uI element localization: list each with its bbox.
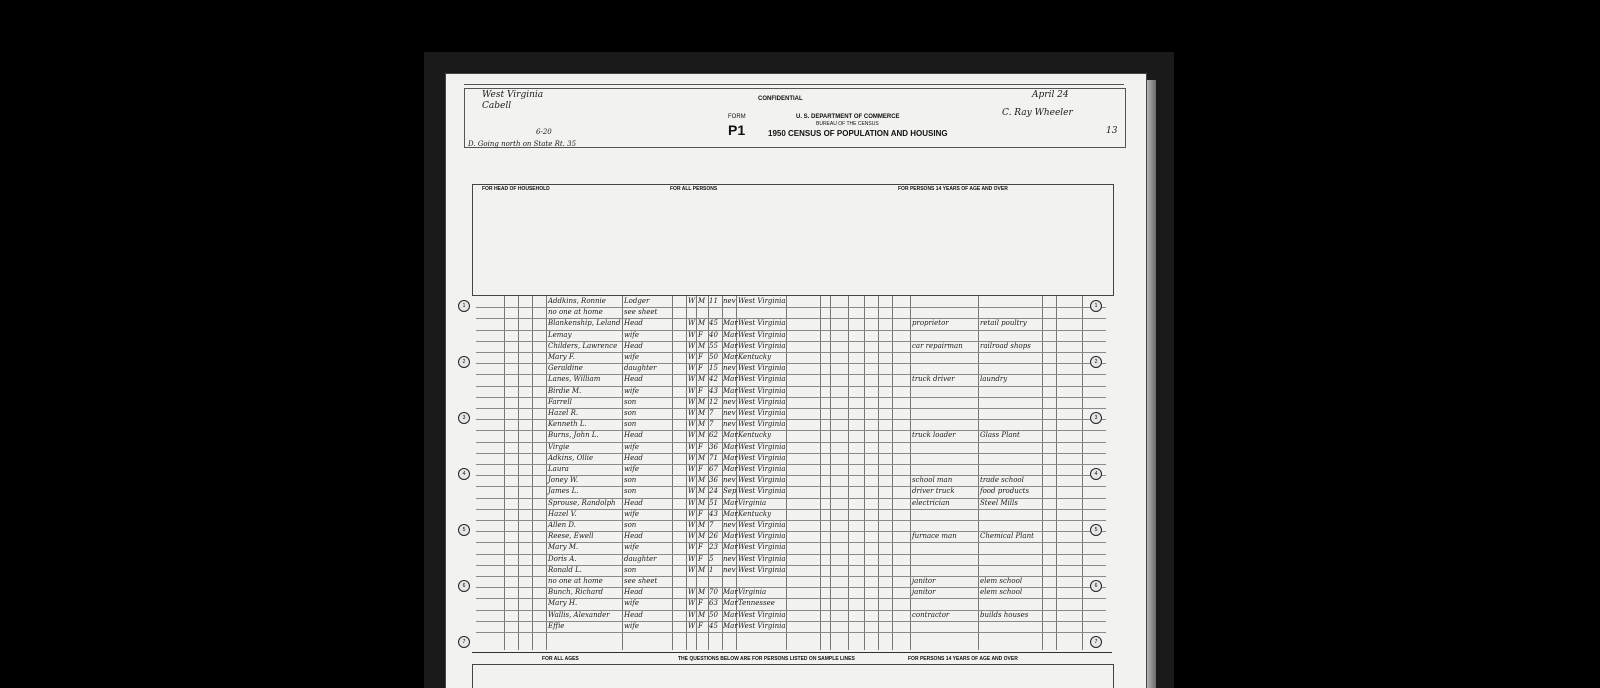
birthplace: West Virginia <box>738 487 786 496</box>
person-name: Hazel V. <box>548 509 577 518</box>
relationship: Head <box>624 431 643 440</box>
line-number-marker: 6 <box>458 580 470 592</box>
person-name: Mary H. <box>548 599 578 608</box>
birthplace: West Virginia <box>738 521 786 529</box>
person-name: Blankenship, Leland <box>548 319 621 328</box>
bottom-sample-note: THE QUESTIONS BELOW ARE FOR PERSONS LISTED ON SAMPLE LINES <box>678 656 855 662</box>
age: 23 <box>709 543 718 552</box>
race: W <box>688 554 696 563</box>
line-number-marker: 3 <box>1090 412 1102 424</box>
line-number-marker: 4 <box>1090 468 1102 480</box>
relationship: son <box>624 420 637 429</box>
row-divider <box>476 442 1106 443</box>
race: W <box>688 621 696 630</box>
person-name: Wallis, Alexander <box>548 610 610 619</box>
race: W <box>688 431 696 440</box>
column-divider <box>518 296 519 650</box>
race: W <box>688 532 696 541</box>
census-title: 1950 CENSUS OF POPULATION AND HOUSING <box>768 129 948 138</box>
age: 45 <box>709 319 718 328</box>
relationship: see sheet <box>624 308 658 317</box>
race: W <box>688 397 696 406</box>
sex: F <box>698 386 703 395</box>
column-divider <box>504 296 505 650</box>
relationship: son <box>624 476 637 485</box>
sheet-edge <box>1146 80 1156 688</box>
age14-section-label: FOR PERSONS 14 YEARS OF AGE AND OVER <box>898 186 1008 192</box>
sex: M <box>698 297 706 305</box>
race: W <box>688 409 696 417</box>
relationship: wife <box>624 442 639 451</box>
sex: M <box>698 409 706 417</box>
marital-status: Mar <box>723 386 738 395</box>
relationship: wife <box>624 621 639 630</box>
marital-status: Mar <box>723 588 738 597</box>
age: 63 <box>709 599 718 608</box>
person-name: James L. <box>548 487 579 496</box>
person-name: Burns, John L. <box>548 431 599 440</box>
marital-status: Mar <box>723 465 738 473</box>
occupation: driver truck <box>912 487 955 496</box>
line-number-marker: 1 <box>1090 300 1102 312</box>
sex: M <box>698 420 706 429</box>
relationship: wife <box>624 353 639 361</box>
occupation: electrician <box>912 498 950 507</box>
age: 1 <box>709 565 714 574</box>
industry: Chemical Plant <box>980 532 1034 541</box>
marital-status: Mar <box>723 375 738 384</box>
household-section-label: FOR HEAD OF HOUSEHOLD <box>482 186 550 192</box>
age: 51 <box>709 498 718 507</box>
age: 36 <box>709 476 718 485</box>
race: W <box>688 498 696 507</box>
race: W <box>688 375 696 384</box>
birthplace: West Virginia <box>738 465 786 473</box>
race: W <box>688 476 696 485</box>
race: W <box>688 442 696 451</box>
sex: F <box>698 353 703 361</box>
industry: elem school <box>980 588 1023 597</box>
birthplace: West Virginia <box>738 543 786 552</box>
sex: F <box>698 543 703 552</box>
column-divider <box>864 296 865 650</box>
person-name: Birdie M. <box>548 386 582 395</box>
sex: M <box>698 319 706 328</box>
race: W <box>688 420 696 429</box>
sex: F <box>698 554 703 563</box>
industry: builds houses <box>980 610 1029 619</box>
bottom-rule <box>472 652 1112 653</box>
sex: F <box>698 465 703 473</box>
relationship: Head <box>624 610 643 619</box>
marital-status: Mar <box>723 498 738 507</box>
date-value: April 24 <box>1032 90 1069 100</box>
person-name: Sprouse, Randolph <box>548 498 616 507</box>
line-number-marker: 2 <box>1090 356 1102 368</box>
birthplace: West Virginia <box>738 319 786 328</box>
race: W <box>688 297 696 305</box>
line-number-marker: 7 <box>1090 636 1102 648</box>
enumerator-value: C. Ray Wheeler <box>1002 108 1073 118</box>
birthplace: West Virginia <box>738 565 786 574</box>
industry: railroad shops <box>980 341 1031 350</box>
marital-status: Mar <box>723 509 738 518</box>
industry: food products <box>980 487 1030 496</box>
industry: trade school <box>980 476 1024 485</box>
form-code: P1 <box>728 122 746 138</box>
line-number-marker: 1 <box>458 300 470 312</box>
bottom-box <box>472 664 1114 688</box>
age: 7 <box>709 420 714 429</box>
column-divider <box>786 296 787 650</box>
industry: Steel Mills <box>980 498 1018 507</box>
ed-value: 6-20 <box>536 128 552 136</box>
person-name: Ronald L. <box>548 565 582 574</box>
birthplace: West Virginia <box>738 453 786 462</box>
marital-status: nev <box>723 409 736 417</box>
column-divider <box>686 296 687 650</box>
line-number-marker: 4 <box>458 468 470 480</box>
marital-status: Mar <box>723 610 738 619</box>
age: 42 <box>709 375 718 384</box>
column-divider <box>672 296 673 650</box>
county-value: Cabell <box>482 101 512 111</box>
row-divider <box>476 632 1106 633</box>
bottom-age14-label: FOR PERSONS 14 YEARS OF AGE AND OVER <box>908 656 1018 662</box>
sex: M <box>698 565 706 574</box>
all-persons-section-label: FOR ALL PERSONS <box>670 186 718 192</box>
confidential-label: CONFIDENTIAL <box>758 96 803 102</box>
bureau: BUREAU OF THE CENSUS <box>816 121 879 127</box>
column-divider <box>892 296 893 650</box>
age: 45 <box>709 621 718 630</box>
sex: F <box>698 621 703 630</box>
birthplace: West Virginia <box>738 409 786 417</box>
marital-status: nev <box>723 297 736 305</box>
sex: M <box>698 375 706 384</box>
top-rule <box>464 84 1124 85</box>
birthplace: Tennessee <box>738 599 775 608</box>
sex: M <box>698 431 706 440</box>
person-name: Virgie <box>548 442 570 451</box>
column-divider <box>1082 296 1083 650</box>
race: W <box>688 386 696 395</box>
person-name: Addkins, Ronnie <box>548 297 606 305</box>
age: 7 <box>709 521 714 529</box>
birthplace: West Virginia <box>738 610 786 619</box>
sex: M <box>698 610 706 619</box>
race: W <box>688 610 696 619</box>
age: 7 <box>709 409 714 417</box>
age: 26 <box>709 532 718 541</box>
age: 55 <box>709 341 718 350</box>
sex: M <box>698 532 706 541</box>
marital-status: Mar <box>723 453 738 462</box>
person-name: no one at home <box>548 308 603 317</box>
census-sheet <box>446 74 1146 688</box>
marital-status: Sep <box>723 487 737 496</box>
age: 36 <box>709 442 718 451</box>
person-name: Geraldine <box>548 364 583 373</box>
birthplace: West Virginia <box>738 364 786 373</box>
marital-status: nev <box>723 521 736 529</box>
relationship: Head <box>624 498 643 507</box>
sheet-number: 13 <box>1106 126 1118 136</box>
column-divider <box>910 296 911 650</box>
birthplace: West Virginia <box>738 420 786 429</box>
marital-status: Mar <box>723 543 738 552</box>
relationship: wife <box>624 330 639 339</box>
race: W <box>688 319 696 328</box>
column-divider <box>532 296 533 650</box>
column-divider <box>1042 296 1043 650</box>
relationship: Head <box>624 453 643 462</box>
person-name: Mary F. <box>548 353 575 361</box>
race: W <box>688 521 696 529</box>
occupation: school man <box>912 476 953 485</box>
race: W <box>688 364 696 373</box>
race: W <box>688 453 696 462</box>
birthplace: West Virginia <box>738 621 786 630</box>
race: W <box>688 353 696 361</box>
marital-status: Mar <box>723 442 738 451</box>
relationship: son <box>624 487 637 496</box>
sex: M <box>698 588 706 597</box>
race: W <box>688 599 696 608</box>
birthplace: West Virginia <box>738 554 786 563</box>
person-name: Doris A. <box>548 554 577 563</box>
column-divider <box>696 296 697 650</box>
race: W <box>688 543 696 552</box>
relationship: wife <box>624 509 639 518</box>
state-value: West Virginia <box>482 90 544 100</box>
person-name: Kenneth L. <box>548 420 587 429</box>
marital-status: nev <box>723 554 736 563</box>
person-name: Reese, Ewell <box>548 532 594 541</box>
line-number-marker: 5 <box>458 524 470 536</box>
age: 43 <box>709 509 718 518</box>
occupation: proprietor <box>912 319 949 328</box>
marital-status: nev <box>723 364 736 373</box>
birthplace: West Virginia <box>738 341 786 350</box>
column-divider <box>622 296 623 650</box>
marital-status: Mar <box>723 319 738 328</box>
relationship: Head <box>624 341 643 350</box>
race: W <box>688 588 696 597</box>
relationship: son <box>624 397 637 406</box>
relationship: son <box>624 565 637 574</box>
race: W <box>688 565 696 574</box>
birthplace: West Virginia <box>738 532 786 541</box>
occupation: truck loader <box>912 431 956 440</box>
birthplace: Virginia <box>738 498 767 507</box>
race: W <box>688 509 696 518</box>
marital-status: nev <box>723 397 736 406</box>
occupation: truck driver <box>912 375 955 384</box>
marital-status: Mar <box>723 341 738 350</box>
race: W <box>688 465 696 473</box>
age: 50 <box>709 610 718 619</box>
industry: Glass Plant <box>980 431 1020 440</box>
sex: M <box>698 453 706 462</box>
column-divider <box>978 296 979 650</box>
person-name: Hazel R. <box>548 409 579 417</box>
age: 62 <box>709 431 718 440</box>
birthplace: West Virginia <box>738 442 786 451</box>
sex: M <box>698 341 706 350</box>
age: 24 <box>709 487 718 496</box>
industry: laundry <box>980 375 1008 384</box>
form-label: FORM <box>728 114 746 120</box>
relationship: Head <box>624 375 643 384</box>
marital-status: Mar <box>723 431 738 440</box>
line-number-marker: 5 <box>1090 524 1102 536</box>
column-divider <box>820 296 821 650</box>
occupation: car repairman <box>912 341 963 350</box>
age: 67 <box>709 465 718 473</box>
person-name: Lanes, William <box>548 375 601 384</box>
relationship: Head <box>624 532 643 541</box>
birthplace: Kentucky <box>738 509 772 518</box>
person-name: Farrell <box>548 397 572 406</box>
age: 15 <box>709 364 718 373</box>
line-number-marker: 2 <box>458 356 470 368</box>
age: 12 <box>709 397 718 406</box>
marital-status: Mar <box>723 353 738 361</box>
sex: F <box>698 509 703 518</box>
person-name: Childers, Lawrence <box>548 341 618 350</box>
relationship: wife <box>624 599 639 608</box>
race: W <box>688 487 696 496</box>
industry: elem school <box>980 577 1023 585</box>
column-divider <box>878 296 879 650</box>
sex: M <box>698 498 706 507</box>
birthplace: West Virginia <box>738 330 786 339</box>
birthplace: West Virginia <box>738 297 786 305</box>
industry: retail poultry <box>980 319 1027 328</box>
relationship: Head <box>624 588 643 597</box>
sex: F <box>698 442 703 451</box>
occupation: janitor <box>912 577 936 585</box>
person-name: Joney W. <box>548 476 579 485</box>
column-divider <box>1056 296 1057 650</box>
person-name: Mary M. <box>548 543 579 552</box>
sex: M <box>698 487 706 496</box>
occupation: contractor <box>912 610 950 619</box>
person-name: no one at home <box>548 577 603 585</box>
birthplace: West Virginia <box>738 476 786 485</box>
marital-status: Mar <box>723 330 738 339</box>
relationship: daughter <box>624 554 657 563</box>
birthplace: West Virginia <box>738 397 786 406</box>
relationship: Lodger <box>624 297 650 305</box>
age: 11 <box>709 297 718 305</box>
relationship: wife <box>624 386 639 395</box>
age: 50 <box>709 353 718 361</box>
department: U. S. DEPARTMENT OF COMMERCE <box>796 114 900 120</box>
sex: F <box>698 364 703 373</box>
relationship: son <box>624 521 637 529</box>
column-divider <box>830 296 831 650</box>
person-name: Effie <box>548 621 565 630</box>
marital-status: nev <box>723 476 736 485</box>
age: 5 <box>709 554 714 563</box>
column-header-box <box>472 184 1114 296</box>
relationship: daughter <box>624 364 657 373</box>
line-number-marker: 7 <box>458 636 470 648</box>
age: 70 <box>709 588 718 597</box>
birthplace: Kentucky <box>738 353 772 361</box>
birthplace: West Virginia <box>738 375 786 384</box>
route-note: D. Going north on State Rt. 35 <box>468 140 577 148</box>
occupation: janitor <box>912 588 936 597</box>
sex: M <box>698 521 706 529</box>
column-divider <box>546 296 547 650</box>
race: W <box>688 341 696 350</box>
marital-status: nev <box>723 420 736 429</box>
sex: M <box>698 476 706 485</box>
relationship: son <box>624 409 637 417</box>
row-divider <box>476 464 1106 465</box>
age: 43 <box>709 386 718 395</box>
occupation: furnace man <box>912 532 957 541</box>
row-divider <box>476 621 1106 622</box>
marital-status: Mar <box>723 599 738 608</box>
relationship: wife <box>624 543 639 552</box>
age: 40 <box>709 330 718 339</box>
marital-status: Mar <box>723 621 738 630</box>
person-name: Laura <box>548 465 569 473</box>
relationship: Head <box>624 319 643 328</box>
marital-status: Mar <box>723 532 738 541</box>
relationship: wife <box>624 465 639 473</box>
column-divider <box>848 296 849 650</box>
birthplace: Virginia <box>738 588 767 597</box>
person-name: Adkins, Ollie <box>548 453 594 462</box>
relationship: see sheet <box>624 577 658 585</box>
sex: F <box>698 330 703 339</box>
person-name: Lemay <box>548 330 572 339</box>
birthplace: Kentucky <box>738 431 772 440</box>
bottom-all-ages-label: FOR ALL AGES <box>542 656 579 662</box>
race: W <box>688 330 696 339</box>
line-number-marker: 6 <box>1090 580 1102 592</box>
line-number-marker: 3 <box>458 412 470 424</box>
marital-status: nev <box>723 565 736 574</box>
person-name: Bunch, Richard <box>548 588 603 597</box>
sex: F <box>698 599 703 608</box>
sex: M <box>698 397 706 406</box>
birthplace: West Virginia <box>738 386 786 395</box>
person-name: Allen D. <box>548 521 576 529</box>
age: 71 <box>709 453 718 462</box>
